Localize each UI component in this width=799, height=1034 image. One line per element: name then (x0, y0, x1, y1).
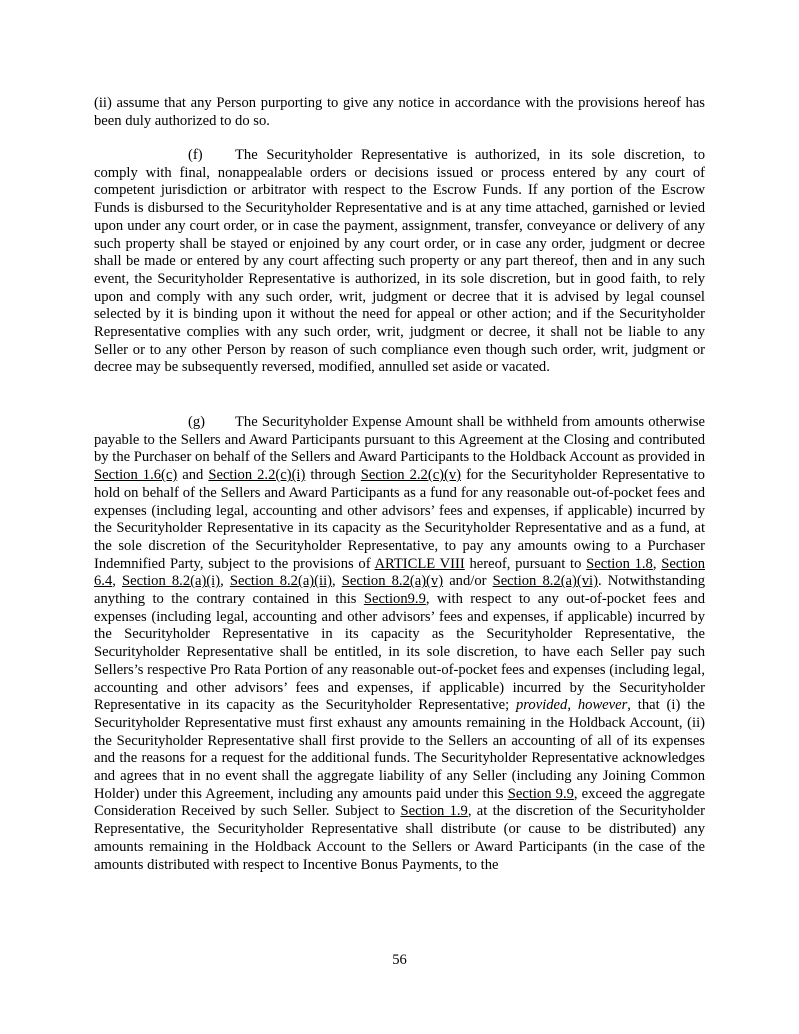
text-run: and (177, 467, 209, 484)
paragraph-continuation: (ii) assume that any Person purporting to give any notice in accordance with the provisions hereof has been duly authorized to do so. (94, 95, 705, 129)
section-reference: Section 1.8 (586, 555, 653, 572)
emphasis-provided: provided (515, 697, 568, 714)
text-run: , (220, 573, 230, 590)
text-run: . Notwithstanding anything to the contrary contained in this (94, 573, 706, 608)
text-run: , at the discretion of the Securityholder Representative, the Securityholder Representative shall distribute (or cause to be distributed) any amounts remaining in the Holdback Account to the Sellers or Award Participants (in the case of the amounts distributed with respect to Incentive Bonus Payments, to the (94, 803, 705, 873)
page-number: 56 (392, 952, 407, 968)
text-run: , (332, 573, 342, 590)
text-run: , (112, 573, 122, 590)
section-reference: Section 2.2(c)(v) (360, 467, 462, 484)
text-run: for the Securityholder Representative to hold on behalf of the Sellers and Award Participants as a fund for any reasonable out-of-pocket fees and expenses (including legal, accounting and other advisors’ fees and expenses, if applicable) incurred by the Securityholder Representative in its capacity as the Securityholder Representative and as a fund, at the sole discretion of the Securityholder Representative, to pay any amounts owing to a Purchaser Indemnified Party, subject to the provisions of (94, 467, 705, 572)
section-reference: Section 8.2(a)(i) (122, 573, 221, 590)
paragraph-g (94, 414, 705, 874)
text-run: and/or (443, 573, 493, 590)
text-run: , exceed the aggregate Consideration Received by such Seller. Subject to (94, 785, 705, 820)
paragraph-label: (g) (188, 414, 206, 430)
section-reference: Section 1.6(c) (94, 467, 178, 484)
paragraph-f (94, 147, 705, 377)
text-run: through (305, 467, 361, 484)
article-reference: ARTICLE VIII (374, 555, 465, 572)
section-reference: Section 2.2(c)(i) (208, 467, 306, 484)
section-reference: Section 9.9 (507, 785, 574, 802)
text-run: hereof, pursuant to (464, 555, 587, 572)
paragraph-label: (f) (188, 147, 203, 163)
section-reference: Section 8.2(a)(ii) (229, 573, 332, 590)
section-reference: Section9.9 (363, 591, 426, 608)
text-run: The Securityholder Expense Amount shall be withheld from amounts otherwise payable to the Sellers and Award Participants pursuant to this Agreement at the Closing and contributed by the Purchaser on behalf of the Sellers and Award Participants to the Holdback Account as provided in (94, 414, 705, 466)
text-run: , that (i) the Securityholder Representative must first exhaust any amounts remaining in the Holdback Account, (ii) the Securityholder Representative shall first provide to the Sellers an accounting of all of its expenses and the reasons for a request for the additional funds. The Securityholder Representative acknowledges and agrees that in no event shall the aggregate liability of any Seller (including any Joining Common Holder) under this Agreement, including any amounts paid under this (94, 697, 705, 802)
text-run: , (567, 697, 578, 714)
section-reference: Section 8.2(a)(v) (341, 573, 444, 590)
section-reference: Section 1.9 (400, 803, 468, 820)
section-reference: Section 8.2(a)(vi) (492, 573, 598, 590)
text-run: , (652, 555, 662, 572)
section-reference: Section 6.4 (94, 555, 705, 590)
text-run: , with respect to any out-of-pocket fees and expenses (including legal, accounting and other advisors’ fees and expenses, if applicable) incurred by the Securityholder Representative in its capacity as the Securityholder Representative, the Securityholder Representative shall be entitled, in its sole discretion, to have each Seller pay such Sellers’s respective Pro Rata Portion of any reasonable out-of-pocket fees and expenses (including legal, accounting and other advisors’ fees and expenses, if applicable) incurred by the Securityholder Representative in its capacity as the Securityholder Representative; (94, 591, 706, 714)
paragraph-body: The Securityholder Representative is authorized, in its sole discretion, to comply with final, nonappealable orders or decisions issued or process entered by any court of competent jurisdiction or arbitrator with respect to the Escrow Funds. If any portion of the Escrow Funds is disbursed to the Securityholder Representative and is at any time attached, garnished or levied upon under any court order, or in case the payment, assignment, transfer, conveyance or delivery of any such property shall be stayed or enjoined by any court order, or in case any order, judgment or decree shall be made or entered by any court affecting such property or any part thereof, then and in any such event, the Securityholder Representative is authorized, in its sole discretion, but in good faith, to rely upon and comply with any such order, writ, judgment or decree that it is advised by legal counsel selected by it is binding upon it without the need for appeal or other action; and if the Securityholder Representative complies with any such order, writ, judgment or decree, it shall not be liable to any Seller or to any other Person by reason of such compliance even though such order, writ, judgment or decree may be subsequently reversed, modified, annulled set aside or vacated. (94, 147, 705, 376)
emphasis-however: however (577, 697, 628, 714)
